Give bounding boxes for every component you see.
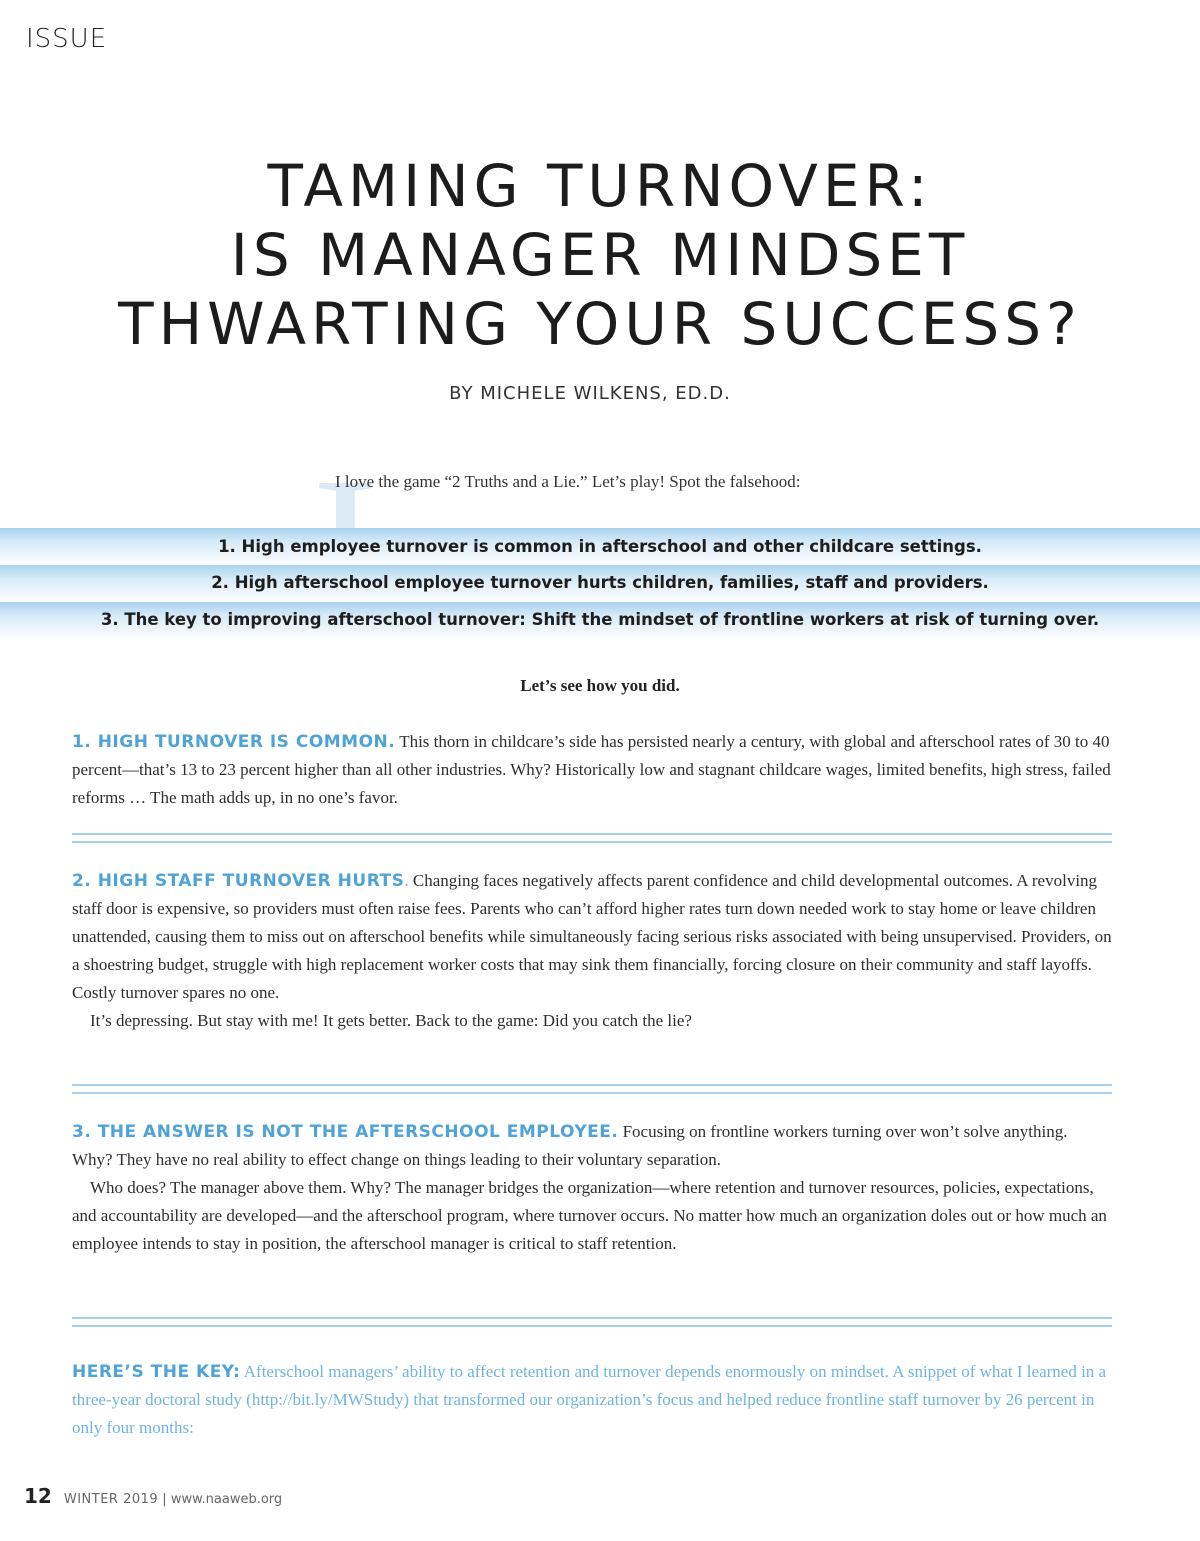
section-key — [72, 1358, 1112, 1442]
page-footer — [24, 1484, 282, 1508]
section-3 — [72, 1118, 1112, 1258]
statement-3: 3. The key to improving afterschool turnover: Shift the mindset of frontline workers at risk of turning over. — [100, 610, 1100, 629]
statement-2: 2. High afterschool employee turnover hurts children, families, staff and providers. — [211, 573, 989, 592]
divider-1 — [72, 833, 1112, 843]
section-2-heading: 2. HIGH STAFF TURNOVER HURTS — [72, 871, 405, 891]
intro-text: I love the game “2 Truths and a Lie.” Let’s play! Spot the falsehood: — [335, 472, 801, 491]
section-1-body: This thorn in childcare’s side has persisted nearly a century, with global and afterschool rates of 30 to 40 percent—that’s 13 to 23 percent higher than all other industries. Why? Historically low and stagnant childcare wages, limited benefits, high stress, failed reforms … The math adds up, in no one’s favor. — [72, 732, 1111, 807]
section-2-body: Changing faces negatively affects parent confidence and child developmental outcomes. A revolving staff door is expensive, so providers must often raise fees. Parents who can’t afford higher rates turn down needed work to stay home or leave children unattended, causing them to miss out on afterschool benefits while simultaneously facing serious risks associated with being unsupervised. Providers, on a shoestring budget, struggle with high replacement worker costs that may sink them financially, forcing closure on their community and staff layoffs. Costly turnover spares no one. — [72, 871, 1112, 1002]
lets-see-text: Let’s see how you did. — [520, 676, 680, 695]
key-body: Afterschool managers’ ability to affect retention and turnover depends enormously on mindset. A snippet of what I learned in a three-year doctoral study (http://bit.ly/MWStudy) that transformed our organization’s focus and helped reduce frontline staff turnover by 26 percent in only four months: — [72, 1362, 1107, 1437]
title-line-2: IS MANAGER MINDSET — [230, 221, 970, 289]
article-title — [0, 152, 1200, 359]
key-heading: HERE’S THE KEY: — [72, 1362, 241, 1382]
section-2-para-2: It’s depressing. But stay with me! It gets better. Back to the game: Did you catch the lie? — [90, 1011, 692, 1030]
website-link[interactable]: www.naaweb.org — [170, 1492, 283, 1507]
title-line-3: THWARTING YOUR SUCCESS? — [118, 290, 1082, 358]
divider-3 — [72, 1317, 1112, 1327]
section-2-heading-punct: . — [404, 871, 409, 890]
byline: BY MICHELE WILKENS, ED.D. — [449, 383, 731, 404]
title-line-1: TAMING TURNOVER: — [267, 152, 933, 220]
section-2 — [72, 867, 1112, 1035]
section-1 — [72, 728, 1112, 812]
section-label: ISSUE — [26, 24, 108, 54]
issue-date: WINTER 2019 — [63, 1492, 159, 1507]
section-3-body: Focusing on frontline workers turning over won’t solve anything. Why? They have no real ability to effect change on things leading to their voluntary separation. — [72, 1122, 1068, 1169]
page-number: 12 — [24, 1484, 52, 1508]
footer-separator: | — [158, 1492, 171, 1507]
divider-2 — [72, 1084, 1112, 1094]
section-1-heading: 1. HIGH TURNOVER IS COMMON. — [72, 732, 396, 752]
statement-1: 1. High employee turnover is common in afterschool and other childcare settings. — [218, 537, 982, 556]
section-3-heading: 3. THE ANSWER IS NOT THE AFTERSCHOOL EMPLOYEE. — [72, 1122, 619, 1142]
section-3-para-2: Who does? The manager above them. Why? The manager bridges the organization—where retention and turnover resources, policies, expectations, and accountability are developed—and the afterschool program, where turnover occurs. No matter how much an organization doles out or how much an employee intends to stay in position, the afterschool manager is critical to staff retention. — [72, 1178, 1107, 1253]
